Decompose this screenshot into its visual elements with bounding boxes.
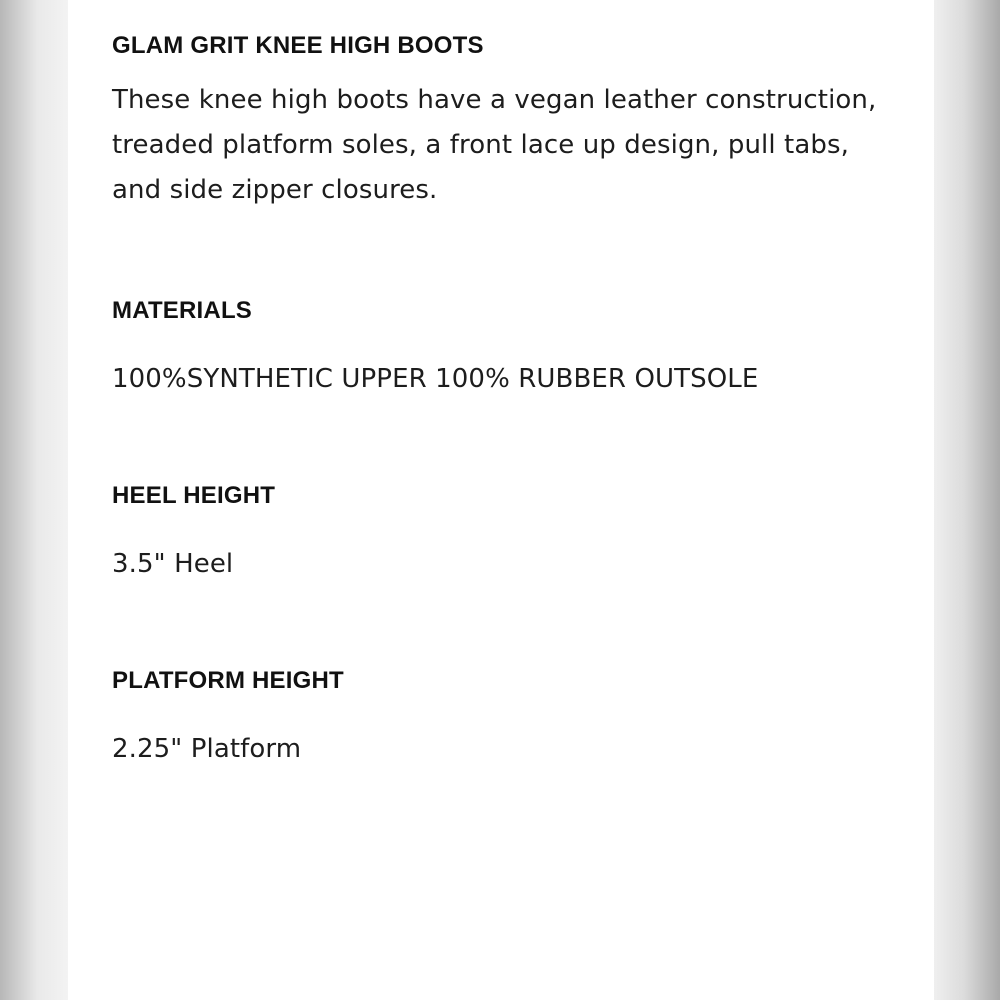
materials-value: 100%SYNTHETIC UPPER 100% RUBBER OUTSOLE (112, 364, 759, 394)
heel-height-value: 3.5" Heel (112, 549, 234, 579)
left-backdrop (0, 0, 68, 1000)
right-backdrop (934, 0, 1000, 1000)
product-title: GLAM GRIT KNEE HIGH BOOTS (112, 32, 484, 59)
platform-height-value: 2.25" Platform (112, 734, 302, 764)
product-details-content (112, 30, 892, 772)
materials-heading: MATERIALS (112, 297, 253, 324)
heel-height-heading: HEEL HEIGHT (112, 482, 276, 509)
product-details-panel[interactable] (68, 0, 934, 1000)
product-description: These knee high boots have a vegan leather construction, treaded platform soles, a front lace up design, pull tabs, and side zipper closures. (112, 85, 877, 205)
platform-height-heading: PLATFORM HEIGHT (112, 667, 344, 694)
heel-height-section (112, 480, 892, 587)
platform-height-section (112, 665, 892, 772)
materials-section (112, 295, 892, 402)
